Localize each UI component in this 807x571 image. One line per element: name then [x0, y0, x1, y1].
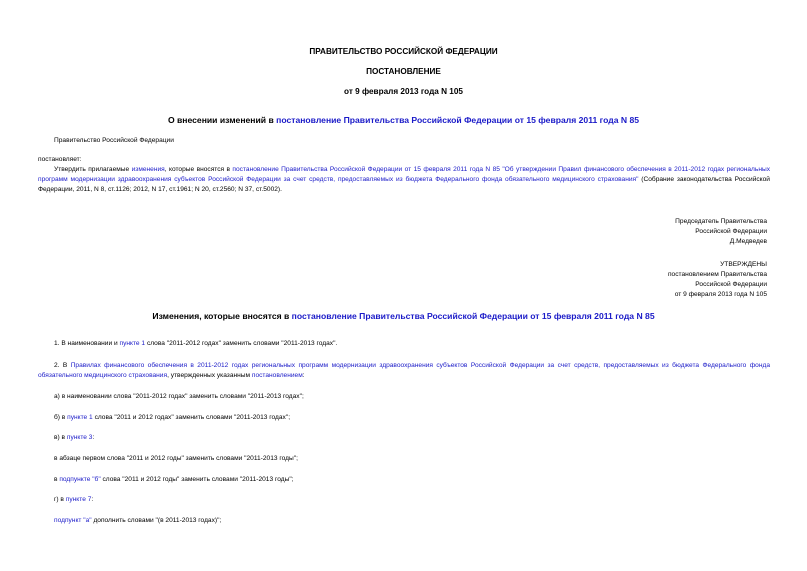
- item-b-link[interactable]: пункте 1: [67, 414, 93, 421]
- changes-title-prefix: Изменения, которые вносятся в: [152, 311, 292, 321]
- item-v-1: в абзаце первом слова "2011 и 2012 годы" заменить словами "2011-2013 годы";: [54, 455, 298, 462]
- changes-title: [0, 310, 807, 323]
- changes-title-link[interactable]: постановление Правительства Российской Федерации от 15 февраля 2011 года N 85: [291, 311, 655, 321]
- item-2-link-decree[interactable]: постановлением: [251, 371, 303, 379]
- p1-link-changes[interactable]: изменения: [131, 166, 165, 173]
- item-v-link[interactable]: пункте 3: [66, 434, 93, 441]
- p1-text-b: , которые вносятся в: [164, 166, 233, 173]
- approved-line-4: от 9 февраля 2013 года N 105: [674, 290, 767, 298]
- item-a: а) в наименовании слова "2011-2012 годах" заменить словами "2011-2013 годах";: [54, 393, 304, 400]
- item-g1-text: дополнить словами "(в 2011-2013 годах)";: [91, 517, 222, 524]
- document-title: [0, 114, 807, 127]
- item-v: [54, 433, 94, 443]
- item-v-2: [54, 475, 294, 485]
- item-g-1: [54, 516, 221, 526]
- title-link[interactable]: постановление Правительства Российской Федерации от 15 февраля 2011 года N 85: [276, 115, 640, 125]
- item-g-text-a: г) в: [54, 496, 66, 503]
- item-1-link[interactable]: пункте 1: [119, 340, 146, 347]
- item-g: [54, 495, 93, 505]
- title-prefix: О внесении изменений в: [167, 115, 277, 125]
- item-g-text-b: :: [91, 496, 94, 503]
- approved-block: [527, 260, 767, 300]
- signature-block: [527, 217, 767, 247]
- header-doc-type: ПОСТАНОВЛЕНИЕ: [366, 67, 441, 76]
- paragraph-approve: [38, 165, 770, 195]
- item-b-text-b: слова "2011 и 2012 годах" заменить словами "2011-2013 годах";: [92, 414, 291, 421]
- item-2-text-c: :: [302, 371, 305, 379]
- item-2-link-rules[interactable]: Правилах финансового обеспечения в 2011-2012 годах региональных программ модернизации здравоохранения субъектов Российской Федерации за счет средств, предоставляемых из бюджета Федерального фонда обязательного медицинского страхования: [38, 362, 770, 379]
- item-v2-text-b: слова "2011 и 2012 годы" заменить словами "2011-2013 годы";: [100, 476, 294, 483]
- approved-line-1: УТВЕРЖДЕНЫ: [720, 261, 767, 268]
- item-b-text-a: б) в: [54, 414, 68, 421]
- p1-text-a: Утвердить прилагаемые: [54, 166, 132, 173]
- header-org: ПРАВИТЕЛЬСТВО РОССИЙСКОЙ ФЕДЕРАЦИИ: [309, 47, 498, 56]
- signature-line-1: Председатель Правительства: [675, 218, 767, 225]
- signature-line-3: Д.Медведев: [729, 237, 767, 245]
- item-1-text-b: слова "2011-2012 годах" заменить словами "2011-2013 годах".: [145, 340, 338, 347]
- item-2-text-b: , утвержденных указанным: [167, 371, 252, 379]
- item-2-text-a: 2. В: [54, 362, 71, 369]
- header-date: от 9 февраля 2013 года N 105: [344, 87, 463, 96]
- signature-line-2: Российской Федерации: [695, 227, 767, 235]
- item-2: [38, 361, 770, 381]
- item-b: [54, 413, 290, 423]
- item-1-text-a: 1. В наименовании и: [54, 340, 120, 347]
- item-g1-link[interactable]: подпункт "а": [54, 517, 92, 524]
- government-label: Правительство Российской Федерации: [54, 137, 174, 144]
- item-g-link[interactable]: пункте 7: [65, 496, 92, 503]
- item-1: [38, 339, 770, 349]
- item-v-text-b: :: [92, 434, 95, 441]
- item-v2-text-a: в: [54, 476, 60, 483]
- p1-link-decree[interactable]: постановление Правительства Российской Федерации от 15 февраля 2011 года N 85 "Об утверждении Правил финансового обеспечения в 2011-2012 годах региональных программ модернизации здравоохранения субъектов Российской Федерации за счет средств, предоставляемых из бюджета Федерального фонда обязательного медицинского страхования": [38, 166, 771, 183]
- item-v2-link[interactable]: подпункте "б": [59, 476, 101, 483]
- decides-label: постановляет:: [38, 156, 82, 163]
- p1-text-c: (Собрание законодательства Российской Федерации, 2011, N 8, ст.1126; 2012, N 17, ст.1961; N 20, ст.2560; N 37, ст.5002).: [38, 175, 770, 193]
- item-v-text-a: в) в: [54, 434, 67, 441]
- approved-line-3: Российской Федерации: [695, 280, 767, 288]
- approved-line-2: постановлением Правительства: [667, 270, 767, 278]
